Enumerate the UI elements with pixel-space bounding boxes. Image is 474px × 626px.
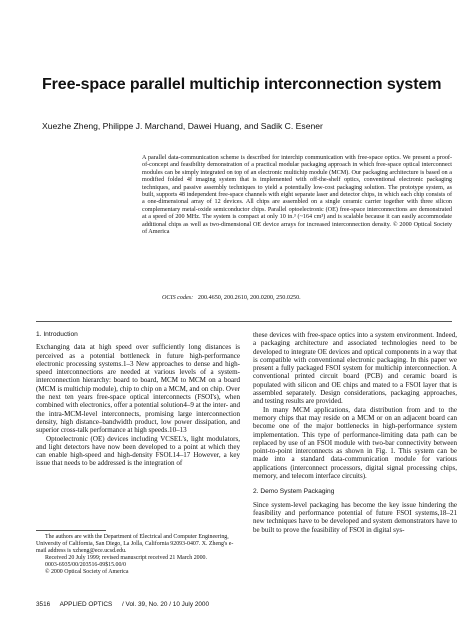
- paragraph: Optoelectronic (OE) devices including VCSEL's, light modulators, and light detectors have now been developed to a point at which they can enable high-speed and high-density FSOI.14–17 However, a key issue that needs to be addressed is the integration of: [36, 434, 240, 468]
- paper-title: Free-space parallel multichip interconnection system: [42, 76, 442, 93]
- ocis-label: OCIS codes:: [162, 295, 194, 301]
- paragraph: Since system-level packaging has become the key issue hindering the feasibility and performance potential of future FSOI systems,18–21 new techniques have to be developed and system demonstrators have to be built to prove the feasibility of FSOI in digital sys-: [253, 500, 457, 534]
- right-column: [253, 331, 457, 534]
- paragraph: Exchanging data at high speed over sufficiently long distances is perceived as a potential bottleneck in future high-performance electronic processing systems.1–3 New approaches to dense and high-speed interconnections are needed at various levels of a system-interconnection hierarchy: board to board, MCM to MCM on a board (MCM is multichip module), chip to chip on a MCM, and on chip. Over the next ten years free-space optical interconnects (FSOI's), when combined with electronics, offer a potential solution4–9 at the inter- and the intra-MCM-level interconnects, promising large interconnection density, high distance–bandwidth product, low power dissipation, and superior cross-talk performance at high speeds.10–13: [36, 343, 240, 435]
- paragraph: these devices with free-space optics into a system environment. Indeed, a packaging architecture and associated technologies need to be developed to integrate OE devices and optical components in a way that is compatible with conventional electronic packaging. In this paper we present a fully packaged FSOI system for multichip interconnection. A conventional printed circuit board (PCB) and ceramic board is populated with silicon and OE chips and mated to a FSOI layer that is assembled separately. Design considerations, packaging approaches, and testing results are provided.: [253, 331, 457, 406]
- footnote-received: Received 20 July 1999; revised manuscript received 21 March 2000.: [45, 555, 207, 561]
- ocis-values: 200.4650, 200.2610, 200.0200, 250.0250.: [197, 295, 301, 301]
- section-divider: [36, 321, 452, 322]
- issue-info: / Vol. 39, No. 20 / 10 July 2000: [122, 601, 210, 608]
- section-heading-introduction: 1. Introduction: [36, 331, 78, 338]
- section-heading-demo-system: 2. Demo System Packaging: [253, 488, 335, 496]
- footnote-affiliation: The authors are with the Department of Electrical and Computer Engineering, University of California, San Diego, La Jolla, California 92093-0407. X. Zheng's e-mail address is xzheng@ece.ucsd.edu.: [36, 534, 234, 554]
- footnote-rule: [36, 530, 106, 531]
- page-number: 3516: [36, 601, 51, 608]
- author-list: Xuezhe Zheng, Philippe J. Marchand, Dawei Huang, and Sadik C. Esener: [42, 121, 323, 131]
- footnote-copyright: © 2000 Optical Society of America: [45, 569, 129, 575]
- abstract: A parallel data-communication scheme is described for interchip communication with free-space optics. We present a proof-of-concept and feasibility demonstration of a practical modular packaging approach in which free-space optical interconnect modules can be simply integrated on top of an electronic multichip module (MCM). Our packaging architecture is based on a modified folded 4f imaging system that is implemented with off-the-shelf optics, conventional electronic packaging techniques, and passive assembly techniques to yield a potentially low-cost packaging solution. The prototype system, as built, supports 48 independent free-space channels with eight separate laser and detector chips, in which each chip consists of a one-dimensional array of 12 devices. All chips are assembled on a single ceramic carrier together with three silicon complementary metal-oxide semiconductor chips. Parallel optoelectronic (OE) free-space interconnections are demonstrated at a speed of 200 MHz. The system is compact at only 10 in.³ (~164 cm³) and is scalable because it can easily accommodate additional chips as well as two-dimensional OE device arrays for increased interconnection density. © 2000 Optical Society of America: [142, 155, 452, 236]
- paragraph: In many MCM applications, data distribution from and to the memory chips that may reside on a MCM or on an adjacent board can become one of the major bottlenecks in high-performance system implementation. This type of performance-limiting data path can be replaced by use of an FSOI module with two-bar connectivity between point-to-point interconnects as shown in Fig. 1. This system can be made into a standard data-communication module for various applications (interconnect processors, digital signal processing chips, memory, and telecom interface circuits).: [253, 405, 457, 481]
- left-column: [36, 331, 240, 468]
- author-footnote: [36, 530, 240, 576]
- footnote-code: 0003-6935/00/203516-09$15.00/0: [45, 562, 126, 568]
- page-footer: [36, 601, 217, 608]
- ocis-codes: [162, 295, 301, 301]
- journal-name: APPLIED OPTICS: [59, 601, 113, 608]
